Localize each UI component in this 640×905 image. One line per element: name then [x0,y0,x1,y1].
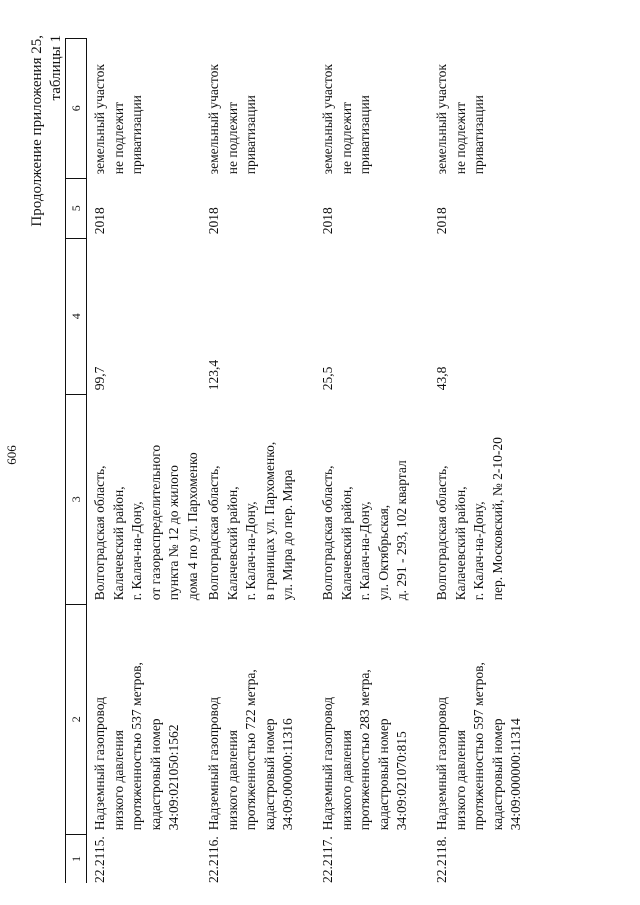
object-year: 2018 [92,207,107,235]
name-line: кадастровый номер [261,718,277,831]
address-line: Калачевский район, [110,486,126,601]
note-line: земельный участок [320,64,335,175]
note-line: земельный участок [434,64,449,175]
name-line: протяженностью 283 метра, [357,669,372,831]
address-line: от газораспределительного [147,444,163,601]
name-line: протяженностью 597 метров, [471,662,486,831]
table-row [433,38,547,883]
object-address [319,394,433,604]
name-line: низкого давления [338,730,354,831]
column-number-row [66,38,87,883]
address-line: г. Калач-на-Дону, [243,501,258,601]
address-line: Волгоградская область, [206,465,221,601]
object-address [433,394,547,604]
address-line: Волгоградская область, [320,465,335,601]
name-line: низкого давления [224,730,240,831]
table-row [91,38,205,883]
property-table [65,38,547,883]
note-line: приватизации [357,95,372,175]
address-line: Калачевский район, [338,486,354,601]
object-year: 2018 [206,207,221,235]
object-value: 25,5 [320,366,335,391]
column-header-3: 3 [66,394,87,604]
name-line: протяженностью 537 метров, [129,662,144,831]
address-line: дома 4 по ул. Пархоменко [184,452,200,601]
name-line: кадастровый номер [147,718,163,831]
column-header-5: 5 [66,178,87,238]
object-name [433,604,547,834]
name-line: 34:09:000000:11314 [508,718,523,831]
object-year: 2018 [434,207,449,235]
object-value: 43,8 [434,366,449,391]
page-number: 606 [4,445,19,465]
address-line: пер. Московский, № 2-10-20 [489,437,505,601]
name-line: 34:09:021070:815 [394,731,409,831]
object-note [91,38,205,178]
address-line: ул. Мира до пер. Мира [280,469,295,601]
object-note [205,38,319,178]
note-line: земельный участок [206,64,221,175]
name-line: кадастровый номер [489,718,505,831]
address-line: г. Калач-на-Дону, [129,501,144,601]
continuation-line-2: таблицы 1 [48,35,64,101]
name-line: Надземный газопровод [92,696,107,831]
note-line: не подлежит [452,102,468,175]
address-line: Калачевский район, [224,486,240,601]
name-line: низкого давления [110,730,126,831]
table-body [91,38,547,883]
object-address [205,394,319,604]
note-line: не подлежит [110,102,126,175]
name-line: низкого давления [452,730,468,831]
address-line: г. Калач-на-Дону, [357,501,372,601]
address-line: пункта № 12 до жилого [166,465,181,601]
name-line: 34:09:021050:1562 [166,724,181,831]
continuation-heading [28,35,66,227]
note-line: не подлежит [224,102,240,175]
table-row [205,38,319,883]
name-line: кадастровый номер [375,718,391,831]
object-address [91,394,205,604]
column-header-1: 1 [66,834,87,883]
column-header-6: 6 [66,38,87,178]
address-line: д. 291 - 293, 102 квартал [394,460,409,601]
object-name [91,604,205,834]
row-number: 22.2117. [320,836,335,883]
name-line: протяженностью 722 метра, [243,669,258,831]
name-line: Надземный газопровод [206,696,221,831]
row-number: 22.2116. [206,836,221,883]
address-line: в границах ул. Пархоменко, [261,441,277,601]
object-name [319,604,433,834]
continuation-line-1: Продолжение приложения 25, [29,35,45,227]
object-note [433,38,547,178]
row-number: 22.2115. [92,836,107,883]
column-header-4: 4 [66,238,87,394]
address-line: Волгоградская область, [434,465,449,601]
row-number: 22.2118. [434,836,449,883]
object-value: 99,7 [92,366,107,391]
object-name [205,604,319,834]
note-line: приватизации [129,95,144,175]
note-line: не подлежит [338,102,354,175]
note-line: земельный участок [92,64,107,175]
note-line: приватизации [471,95,486,175]
table-row [319,38,433,883]
column-header-2: 2 [66,604,87,834]
object-value: 123,4 [206,359,221,391]
name-line: Надземный газопровод [320,696,335,831]
address-line: Калачевский район, [452,486,468,601]
object-note [319,38,433,178]
name-line: Надземный газопровод [434,696,449,831]
object-year: 2018 [320,207,335,235]
address-line: г. Калач-на-Дону, [471,501,486,601]
address-line: Волгоградская область, [92,465,107,601]
note-line: приватизации [243,95,258,175]
address-line: ул. Октябрьская, [375,504,391,601]
name-line: 34:09:000000:11316 [280,718,295,831]
